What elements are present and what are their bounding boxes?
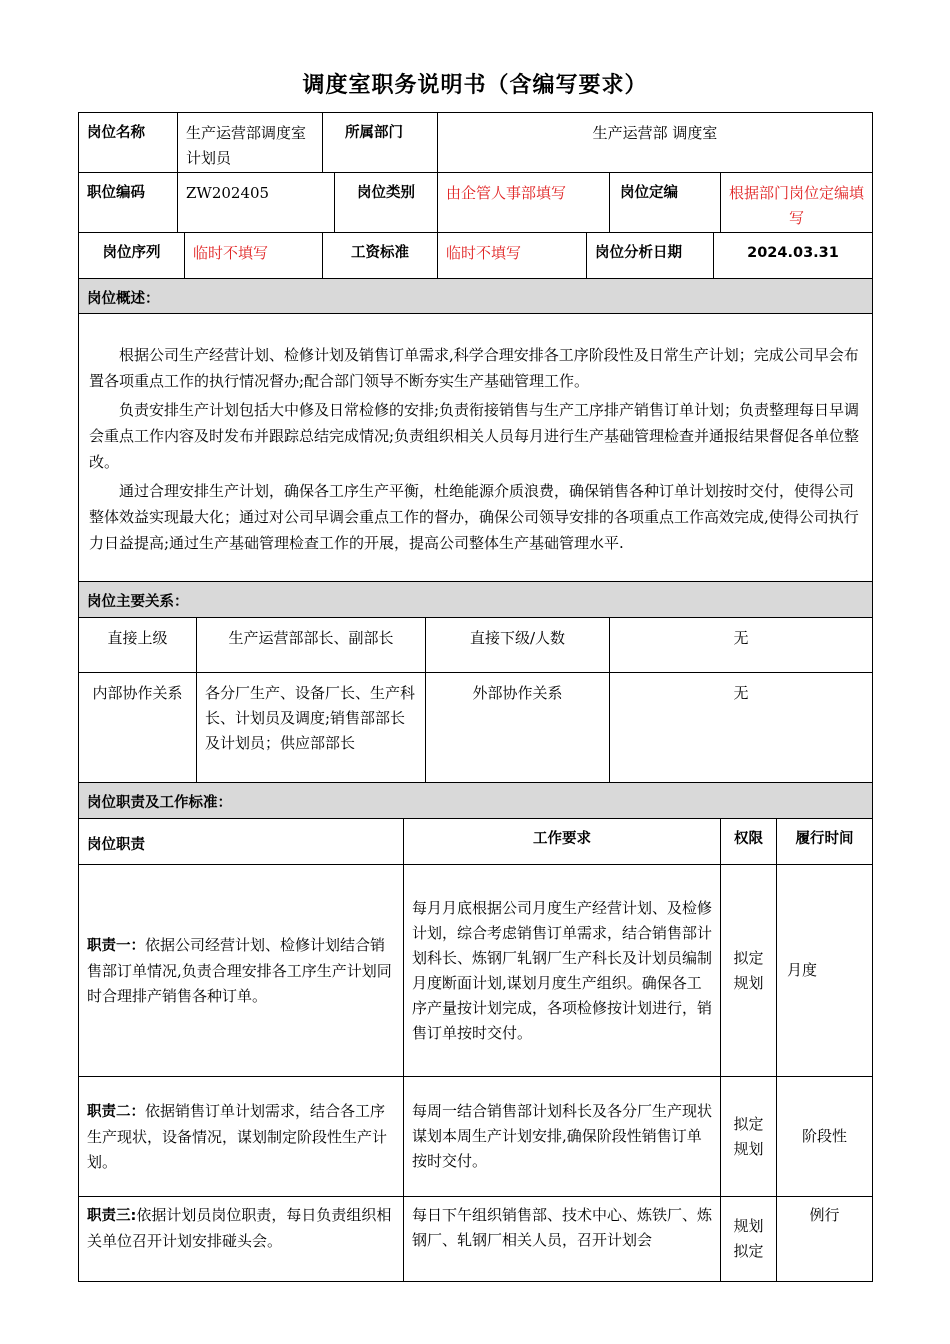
post-type-value: 由企管人事部填写 bbox=[437, 172, 610, 233]
duty-row-3-time bbox=[776, 1196, 873, 1282]
department-label: 所属部门 bbox=[322, 112, 438, 173]
external-relation-value: 无 bbox=[609, 672, 873, 783]
duty-row-3-description bbox=[78, 1196, 404, 1282]
internal-relation-label: 内部协作关系 bbox=[78, 672, 197, 783]
duty-row-2-requirement bbox=[403, 1076, 721, 1197]
wage-standard-label: 工资标准 bbox=[322, 232, 438, 279]
duty-3-requirement-text: 每日下午组织销售部、技术中心、炼铁厂、炼钢厂、轧钢厂相关人员，召开计划会 bbox=[412, 1206, 713, 1249]
subordinate-label: 直接下级/人数 bbox=[425, 617, 610, 673]
wage-standard-value: 临时不填写 bbox=[437, 232, 587, 279]
duty-column-header: 岗位职责 bbox=[78, 818, 404, 865]
post-type-label: 岗位类别 bbox=[334, 172, 438, 233]
duty-1-authority-text: 拟定规划 bbox=[733, 948, 764, 992]
external-relation-label: 外部协作关系 bbox=[425, 672, 610, 783]
duty-1-time-text: 月度 bbox=[787, 961, 818, 979]
duty-row-1-time bbox=[776, 864, 873, 1077]
duty-2-title: 职责二： bbox=[87, 1103, 145, 1120]
duty-2-requirement-text: 每周一结合销售部计划科长及各分厂生产现状谋划本周生产计划安排,确保阶段性销售订单按时交付。 bbox=[412, 1102, 713, 1170]
duty-2-time-text: 阶段性 bbox=[801, 1127, 847, 1145]
requirement-column-header: 工作要求 bbox=[403, 818, 721, 865]
post-name-value: 生产运营部调度室计划员 bbox=[177, 112, 323, 173]
relations-header: 岗位主要关系： bbox=[78, 581, 873, 618]
duty-1-requirement-text: 每月月底根据公司月度生产经营计划、及检修计划，综合考虑销售订单需求，结合销售部计划科长、炼钢厂轧钢厂生产科长及计划员编制月度断面计划,谋划月度生产组织。确保各工序产量按计划完成，各项检修按计划进行，销售订单按时交付。 bbox=[412, 898, 713, 1042]
duty-row-3-requirement bbox=[403, 1196, 721, 1282]
duty-row-2-authority bbox=[720, 1076, 777, 1197]
duty-2-authority-text: 拟定规划 bbox=[733, 1114, 764, 1158]
duty-row-1-description bbox=[78, 864, 404, 1077]
post-quota-label: 岗位定编 bbox=[609, 172, 721, 233]
overview-paragraph: 负责安排生产计划包括大中修及日常检修的安排;负责衔接销售与生产工序排产销售订单计划；负责整理每日早调会重点工作内容及时发布并跟踪总结完成情况;负责组织相关人员每月进行生产基础管理检查并通报结果督促各单位整改。 bbox=[89, 401, 860, 471]
overview-body bbox=[78, 313, 873, 582]
department-value: 生产运营部 调度室 bbox=[437, 112, 873, 173]
analysis-date-label: 岗位分析日期 bbox=[586, 232, 714, 279]
position-code-label: 职位编码 bbox=[78, 172, 178, 233]
duty-3-text: 依据计划员岗位职责，每日负责组织相关单位召开计划安排碰头会。 bbox=[87, 1206, 392, 1250]
overview-header: 岗位概述： bbox=[78, 278, 873, 314]
post-sequence-value: 临时不填写 bbox=[184, 232, 323, 279]
post-sequence-label: 岗位序列 bbox=[78, 232, 185, 279]
post-name-label: 岗位名称 bbox=[78, 112, 178, 173]
analysis-date-value: 2024.03.31 bbox=[713, 232, 873, 279]
page-title: 调度室职务说明书（含编写要求） bbox=[302, 73, 648, 98]
duty-row-2-description bbox=[78, 1076, 404, 1197]
duties-header: 岗位职责及工作标准： bbox=[78, 782, 873, 819]
duty-1-text: 依据公司经营计划、检修计划结合销售部订单情况,负责合理安排各工序生产计划同时合理排产销售各种订单。 bbox=[87, 935, 392, 1005]
subordinate-value: 无 bbox=[609, 617, 873, 673]
time-column-header: 履行时间 bbox=[776, 818, 873, 865]
position-code-value: ZW202405 bbox=[177, 172, 335, 233]
duty-row-3-authority bbox=[720, 1196, 777, 1282]
duty-1-title: 职责一： bbox=[87, 937, 145, 954]
superior-label: 直接上级 bbox=[78, 617, 197, 673]
duty-3-title: 职责三: bbox=[87, 1208, 137, 1224]
duty-row-1-authority bbox=[720, 864, 777, 1077]
duty-row-2-time bbox=[776, 1076, 873, 1197]
overview-paragraph: 根据公司生产经营计划、检修计划及销售订单需求,科学合理安排各工序阶段性及日常生产计划；完成公司早会布置各项重点工作的执行情况督办;配合部门领导不断夯实生产基础管理工作。 bbox=[89, 346, 859, 390]
duty-2-text: 依据销售订单计划需求，结合各工序生产现状，设备情况，谋划制定阶段性生产计划。 bbox=[87, 1101, 388, 1171]
duty-3-time-text: 例行 bbox=[809, 1206, 840, 1224]
superior-value: 生产运营部部长、副部长 bbox=[196, 617, 426, 673]
post-quota-value: 根据部门岗位定编填写 bbox=[720, 172, 873, 233]
duty-row-1-requirement bbox=[403, 864, 721, 1077]
authority-column-header: 权限 bbox=[720, 818, 777, 865]
internal-relation-value: 各分厂生产、设备厂长、生产科长、计划员及调度;销售部部长及计划员；供应部部长 bbox=[196, 672, 426, 783]
overview-paragraph: 通过合理安排生产计划，确保各工序生产平衡，杜绝能源介质浪费，确保销售各种订单计划按时交付，使得公司整体效益实现最大化；通过对公司早调会重点工作的督办，确保公司领导安排的各项重点工作高效完成,使得公司执行力日益提高;通过生产基础管理检查工作的开展，提高公司整体生产基础管理水平. bbox=[89, 482, 859, 552]
duty-3-authority-text: 规划拟定 bbox=[733, 1217, 764, 1260]
